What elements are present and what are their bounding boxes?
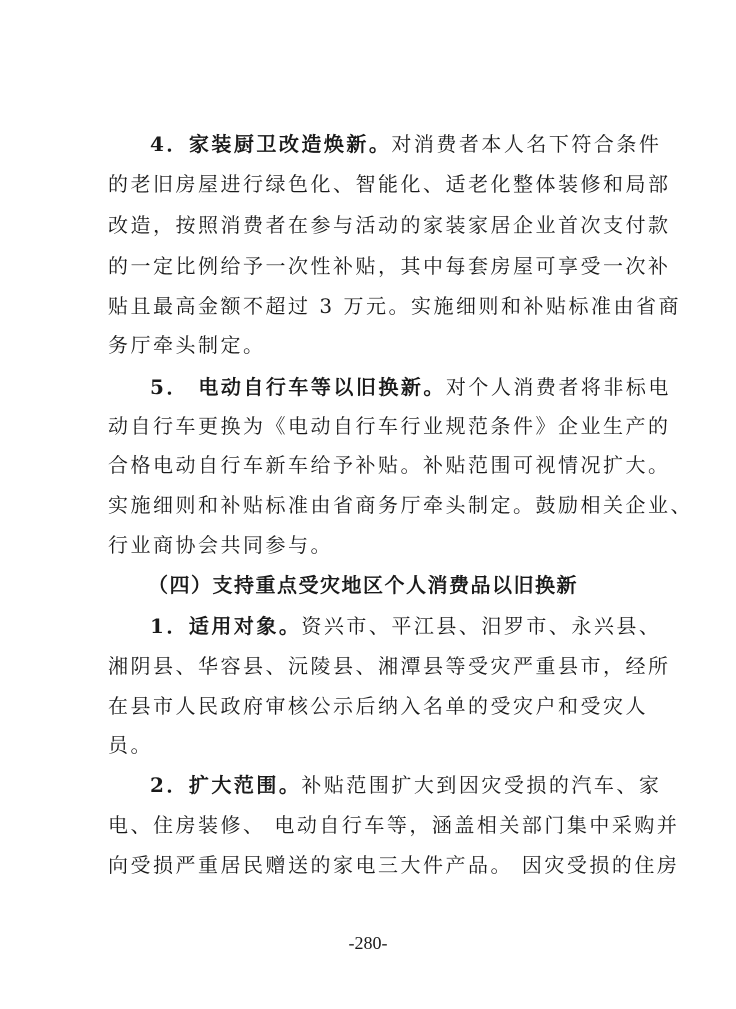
paragraph-4-line-5: 贴且最高金额不超过 3 万元。实施细则和补贴标准由省商 [108,294,681,318]
subsection-1-line-3: 在县市人民政府审核公示后纳入名单的受灾户和受灾人 [108,694,648,718]
page-number: -280- [348,933,388,953]
section-heading: （四）支持重点受灾地区个人消费品以旧换新 [148,573,578,597]
subsection-1-line-2: 湘阴县、华容县、沅陵县、湘潭县等受灾严重县市，经所 [108,654,671,678]
subsection-1-title: 1．适用对象。 [150,614,302,638]
paragraph-5-text: 对个人消费者将非标电 [445,375,671,399]
paragraph-5-title: 5． 电动自行车等以旧换新。 [150,375,446,399]
paragraph-4-line-1 [150,132,661,156]
subsection-1-text: 资兴市、平江县、汨罗市、永兴县、 [301,614,662,638]
paragraph-5-line-1 [150,375,671,399]
paragraph-5-line-5: 行业商协会共同参与。 [108,533,333,557]
subsection-2-line-3: 向受损严重居民赠送的家电三大件产品。 因灾受损的住房 [108,853,680,877]
paragraph-4-line-3: 改造，按照消费者在参与活动的家装家居企业首次支付款 [108,213,671,237]
paragraph-5-line-3: 合格电动自行车新车给予补贴。补贴范围可视情况扩大。 [108,453,671,477]
subsection-2-title: 2．扩大范围。 [150,773,302,797]
paragraph-4-text: 对消费者本人名下符合条件 [391,132,662,156]
paragraph-4-line-6: 务厅牵头制定。 [108,333,266,357]
paragraph-4-line-4: 的一定比例给予一次性补贴，其中每套房屋可享受一次补 [108,254,671,278]
paragraph-4-line-2: 的老旧房屋进行绿色化、智能化、适老化整体装修和局部 [108,172,671,196]
paragraph-5-line-4: 实施细则和补贴标准由省商务厅牵头制定。鼓励相关企业、 [108,493,693,517]
paragraph-4-title: 4．家装厨卫改造焕新。 [150,132,392,156]
subsection-1-line-4: 员。 [108,733,153,757]
paragraph-5-line-2: 动自行车更换为《电动自行车行业规范条件》企业生产的 [108,414,671,438]
subsection-2-text: 补贴范围扩大到因灾受损的汽车、家 [301,773,662,797]
subsection-2-line-2: 电、住房装修、 电动自行车等，涵盖相关部门集中采购并 [108,813,680,837]
subsection-1-line-1 [150,614,661,638]
subsection-2-line-1 [150,773,661,797]
